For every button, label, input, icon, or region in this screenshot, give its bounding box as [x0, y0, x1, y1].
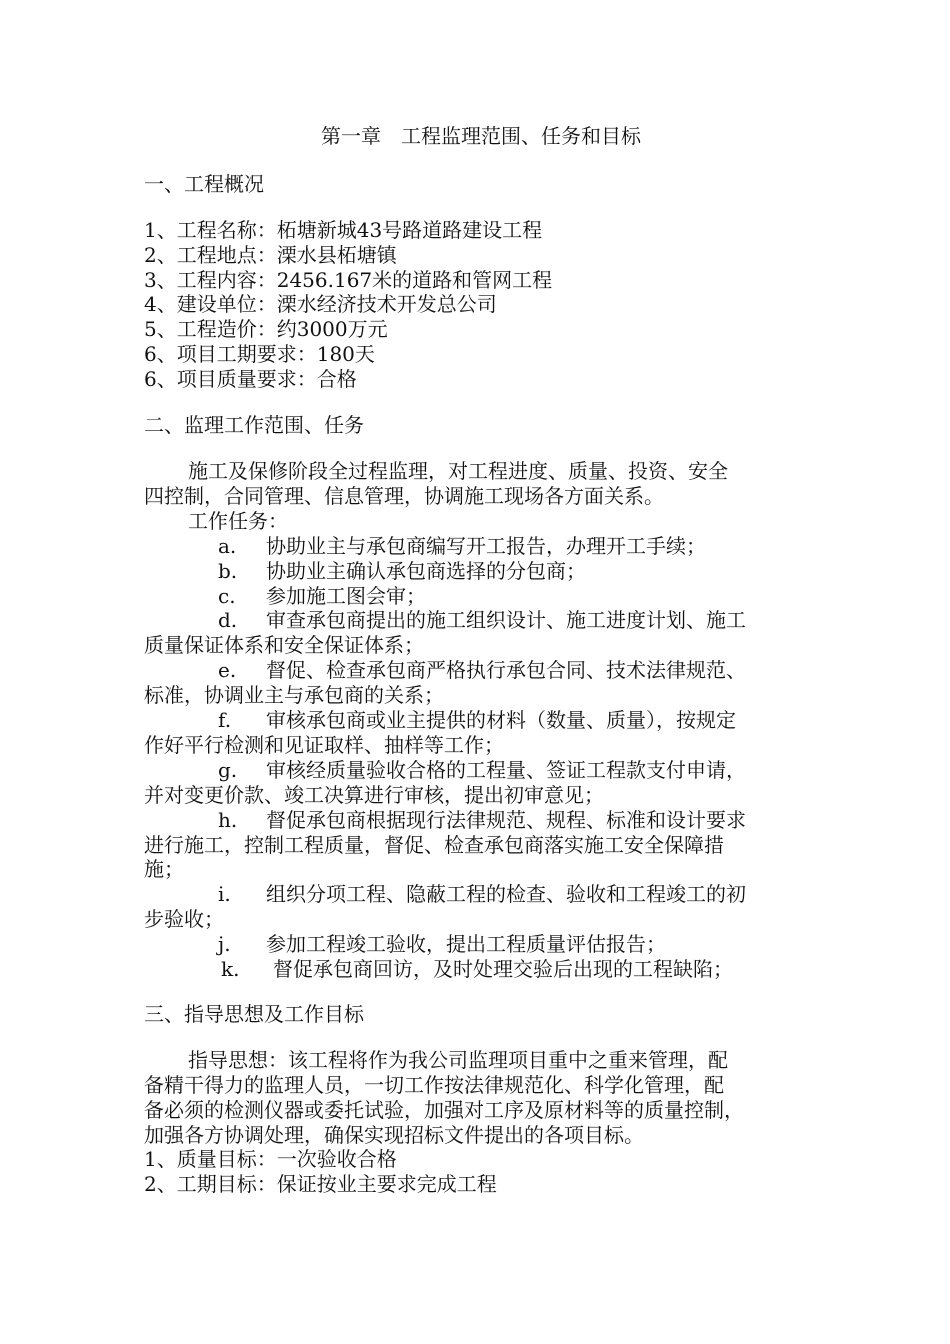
task-continuation: 质量保证体系和安全保证体系； [144, 633, 424, 657]
section-heading: 一、工程概况 [144, 172, 264, 196]
task-item: e. 督促、检查承包商严格执行承包合同、技术法律规范、 [218, 658, 746, 682]
overview-item: 6、项目质量要求：合格 [144, 367, 357, 391]
goal-item: 1、质量目标：一次验收合格 [144, 1147, 397, 1171]
task-continuation: 标准，协调业主与承包商的关系； [144, 683, 444, 707]
section-heading: 二、监理工作范围、任务 [144, 413, 364, 437]
paragraph-line: 备精干得力的监理人员，一切工作按法律规范化、科学化管理，配 [144, 1073, 724, 1097]
overview-item: 4、建设单位：溧水经济技术开发总公司 [144, 292, 497, 316]
overview-item: 5、工程造价：约3000万元 [144, 317, 388, 341]
task-item: a. 协助业主与承包商编写开工报告，办理开工手续； [218, 534, 706, 558]
paragraph-line: 备必须的检测仪器或委托试验，加强对工序及原材料等的质量控制， [144, 1098, 744, 1122]
task-item: b. 协助业主确认承包商选择的分包商； [218, 559, 586, 583]
overview-item: 1、工程名称：柘塘新城43号路道路建设工程 [144, 218, 543, 242]
task-item: d. 审查承包商提出的施工组织设计、施工进度计划、施工 [218, 608, 746, 632]
tasks-label: 工作任务： [188, 509, 288, 533]
paragraph-line: 四控制，合同管理、信息管理，协调施工现场各方面关系。 [144, 484, 664, 508]
task-continuation: 进行施工，控制工程质量，督促、检查承包商落实施工安全保障措 [144, 833, 724, 857]
task-item: k. 督促承包商回访，及时处理交验后出现的工程缺陷； [221, 957, 733, 981]
paragraph-line: 指导思想：该工程将作为我公司监理项目重中之重来管理，配 [188, 1048, 728, 1072]
task-continuation: 步验收； [144, 907, 224, 931]
task-continuation: 并对变更价款、竣工决算进行审核，提出初审意见； [144, 783, 604, 807]
section-heading: 三、指导思想及工作目标 [144, 1002, 364, 1026]
goal-item: 2、工期目标：保证按业主要求完成工程 [144, 1172, 497, 1196]
overview-item: 6、项目工期要求：180天 [144, 342, 375, 366]
overview-item: 2、工程地点：溧水县柘塘镇 [144, 243, 397, 267]
task-item: c. 参加施工图会审； [218, 584, 426, 608]
paragraph-line: 施工及保修阶段全过程监理，对工程进度、质量、投资、安全 [188, 459, 728, 483]
task-item: f. 审核承包商或业主提供的材料（数量、质量），按规定 [218, 708, 736, 732]
chapter-title: 第一章 工程监理范围、任务和目标 [321, 124, 641, 148]
task-item: g. 审核经质量验收合格的工程量、签证工程款支付申请， [218, 758, 746, 782]
task-continuation: 施； [144, 857, 184, 881]
overview-item: 3、工程内容：2456.167米的道路和管网工程 [144, 268, 553, 292]
task-item: j. 参加工程竣工验收，提出工程质量评估报告； [218, 932, 666, 956]
task-item: i. 组织分项工程、隐蔽工程的检查、验收和工程竣工的初 [218, 882, 746, 906]
task-item: h. 督促承包商根据现行法律规范、规程、标准和设计要求 [218, 808, 746, 832]
task-continuation: 作好平行检测和见证取样、抽样等工作； [144, 733, 504, 757]
paragraph-line: 加强各方协调处理，确保实现招标文件提出的各项目标。 [144, 1123, 644, 1147]
